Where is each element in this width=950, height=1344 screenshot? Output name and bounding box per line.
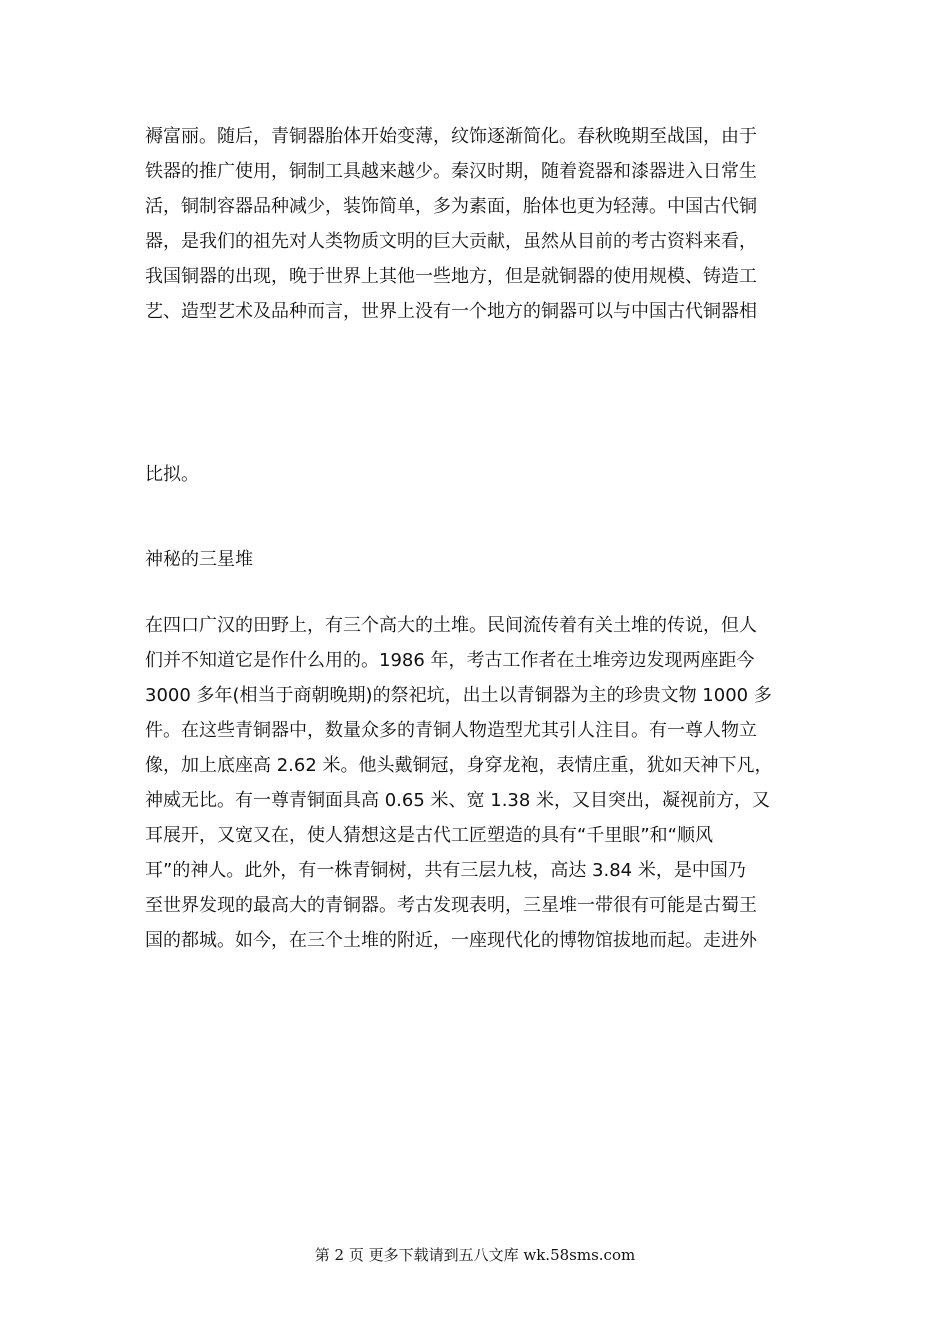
text-line: 件。在这些青铜器中，数量众多的青铜人物造型尤其引人注目。有一尊人物立 <box>145 720 757 741</box>
text-line: 神威无比。有一尊青铜面具高 0.65 米、宽 1.38 米，又目突出，凝视前方，又 <box>145 790 771 811</box>
text-line: 在四口广汉的田野上，有三个高大的土堆。民间流传着有关土堆的传说，但人 <box>145 615 757 636</box>
text-line: 艺、造型艺术及品种而言，世界上没有一个地方的铜器可以与中国古代铜器相 <box>145 301 757 322</box>
page-footer: 第 2 页 更多下载请到五八文库 wk.58sms.com <box>314 1246 636 1264</box>
text-line: 至世界发现的最高大的青铜器。考古发现表明，三星堆一带很有可能是古蜀王 <box>145 895 757 916</box>
text-line: 耳”的神人。此外，有一株青铜树，共有三层九枝，高达 3.84 米，是中国乃 <box>145 860 746 881</box>
text-line: 像，加上底座高 2.62 米。他头戴铜冠，身穿龙袍，表情庄重，犹如天神下凡， <box>145 755 773 776</box>
text-line: 活，铜制容器品种减少，装饰简单，多为素面，胎体也更为轻薄。中国古代铜 <box>145 196 757 217</box>
text-line: 国的都城。如今，在三个土堆的附近，一座现代化的博物馆拔地而起。走进外 <box>145 930 757 951</box>
section-heading-text: 神秘的三星堆 <box>145 549 253 570</box>
paragraph-bronze-history <box>145 119 815 329</box>
paragraph-bronze-history-end <box>145 457 815 492</box>
text-line: 器，是我们的祖先对人类物质文明的巨大贡献，虽然从目前的考古资料来看， <box>145 231 757 252</box>
text-line: 我国铜器的出现，晚于世界上其他一些地方，但是就铜器的使用规模、铸造工 <box>145 266 757 287</box>
text-line: 们并不知道它是作什么用的。1986 年，考古工作者在土堆旁边发现两座距今 <box>145 650 755 671</box>
section-heading <box>145 542 815 577</box>
text-line: 褥富丽。随后，青铜器胎体开始变薄，纹饰逐渐简化。春秋晚期至战国，由于 <box>145 126 757 147</box>
paragraph-sanxingdui <box>145 608 815 958</box>
text-line: 耳展开，又宽又在，使人猜想这是古代工匠塑造的具有“千里眼”和“顺风 <box>145 825 713 846</box>
text-line: 比拟。 <box>145 464 199 485</box>
text-line: 铁器的推广使用，铜制工具越来越少。秦汉时期，随着瓷器和漆器进入日常生 <box>145 161 757 182</box>
text-line: 3000 多年(相当于商朝晚期)的祭祀坑，出土以青铜器为主的珍贵文物 1000 多 <box>145 685 772 706</box>
